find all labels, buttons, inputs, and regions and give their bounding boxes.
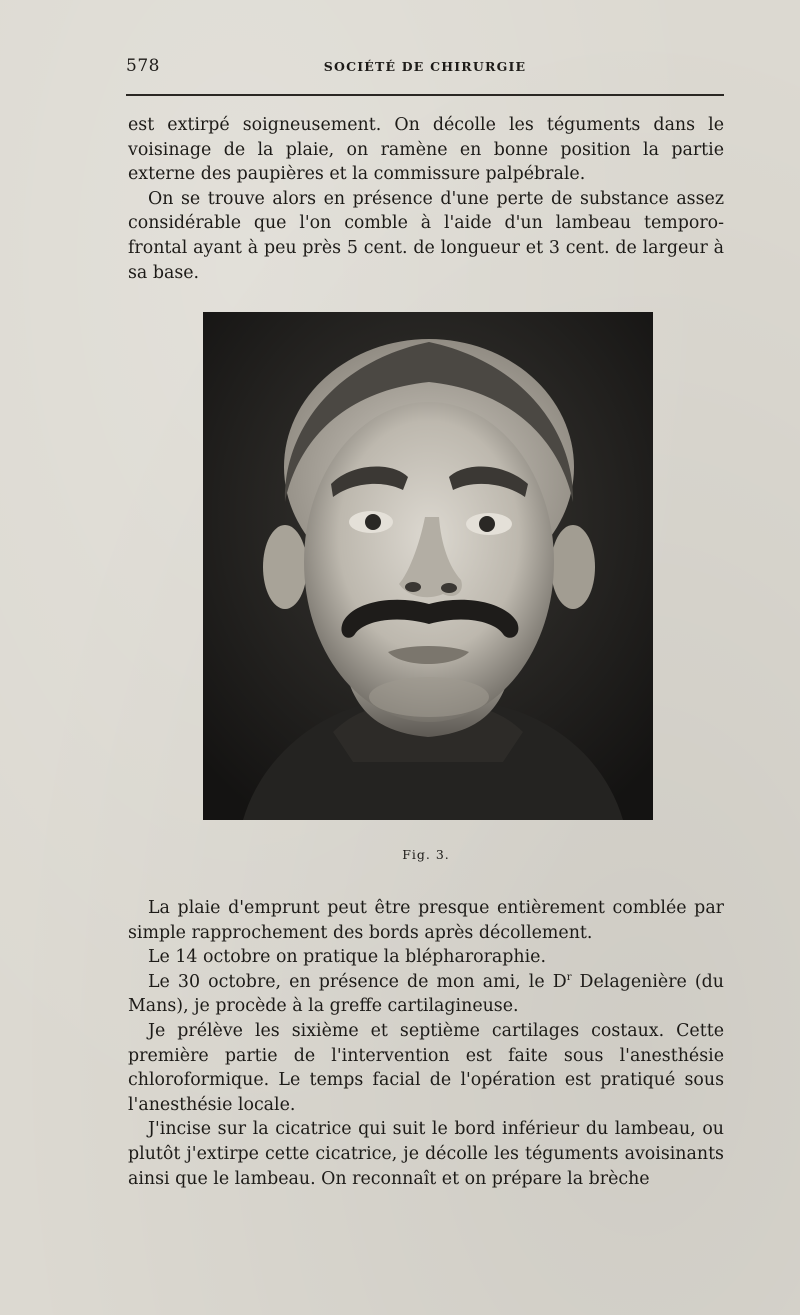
figure-caption: Fig. 3.: [402, 847, 450, 862]
patient-photograph: [203, 312, 653, 820]
paragraph: est extirpé soigneusement. On décolle les téguments dans le voisinage de la plaie, on ramène en bonne position la partie externe des paupières et la commissure palpébrale.: [128, 115, 724, 185]
paragraph: On se trouve alors en présence d'une perte de substance assez considérable que l'on comble à l'aide d'un lambeau temporo-frontal ayant à peu près 5 cent. de longueur et 3 cent. de largeur à sa base.: [128, 188, 724, 283]
text-block-bottom: [128, 896, 724, 1191]
journal-title: SOCIÉTÉ DE CHIRURGIE: [323, 59, 527, 74]
paragraph: Le 14 octobre on pratique la blépharoraphie.: [148, 947, 546, 968]
superscript: r: [566, 971, 572, 983]
paragraph: J'incise sur la cicatrice qui suit le bord inférieur du lambeau, ou plutôt j'extirpe cette cicatrice, je décolle les téguments avoisinants ainsi que le lambeau. On reconnaît et on prépare la brèche: [128, 1119, 724, 1189]
paragraph-text: Delagenière (du Mans), je procède à la greffe cartilagineuse.: [128, 971, 725, 1017]
paragraph: La plaie d'emprunt peut être presque entièrement comblée par simple rapprochement des bords après décollement.: [128, 898, 724, 943]
running-head: [126, 56, 724, 76]
paragraph: Je prélève les sixième et septième cartilages costaux. Cette première partie de l'intervention est faite sous l'anesthésie chloroformique. Le temps facial de l'opération est pratiqué sous l'anesthésie locale.: [128, 1020, 724, 1115]
header-rule: [126, 94, 724, 96]
paragraph: [128, 970, 724, 1019]
text-block-top: [128, 113, 724, 285]
page-number: 578: [126, 56, 160, 76]
paragraph-text: Le 30 octobre, en présence de mon ami, le D: [148, 971, 567, 992]
